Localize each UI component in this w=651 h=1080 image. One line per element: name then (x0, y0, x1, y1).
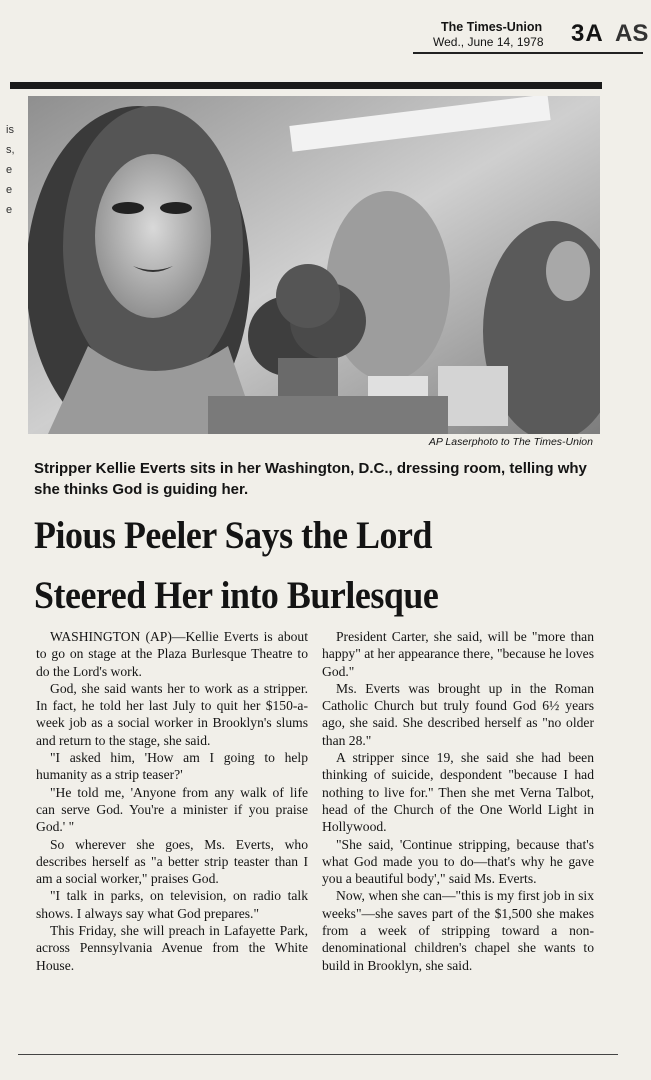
photo-illustration (28, 96, 600, 434)
publication-date: Wed., June 14, 1978 (433, 35, 544, 49)
article-paragraph: Ms. Everts was brought up in the Roman Catholic Church but truly found God 6½ years ago, she said. She described herself as "no older than 28." (322, 680, 594, 748)
article-paragraph: So wherever she goes, Ms. Everts, who describes herself as "a better strip teaster than I am a social worker," praises God. (36, 836, 308, 887)
edge-fragment: s, (6, 144, 15, 156)
article-column-left (36, 628, 308, 974)
left-edge-fragments (6, 120, 18, 220)
edge-fragment: e (6, 204, 13, 216)
masthead-rule (413, 52, 643, 54)
headline-line-2: Steered Her into Burlesque (34, 574, 439, 617)
article-paragraph: President Carter, she said, will be "more than happy" at her appearance there, "because he loves God." (322, 629, 594, 679)
news-photo (28, 96, 600, 434)
top-rule (10, 82, 602, 89)
article-paragraph: "He told me, 'Anyone from any walk of life can serve God. You're a minister if you praise God.' " (36, 784, 308, 835)
photo-caption: Stripper Kellie Everts sits in her Washington, D.C., dressing room, telling why she thinks God is guiding her. (34, 460, 587, 498)
edge-fragment: e (6, 164, 13, 176)
photo-credit: AP Laserphoto to The Times-Union (428, 436, 593, 448)
article-paragraph: A stripper since 19, she said she had been thinking of suicide, despondent "because I had nothing to live for." Then she met Verna Talbot, head of the Church of the One World Light in Hollywood. (322, 750, 594, 835)
article-paragraph: This Friday, she will preach in Lafayette Park, across Pennsylvania Avenue from the White House. (36, 923, 308, 973)
article-paragraph: "I asked him, 'How am I going to help humanity as a strip teaser?' (36, 750, 308, 783)
article-column-right (322, 628, 594, 974)
article-paragraph: God, she said wants her to work as a stripper. In fact, he told her last July to quit her $150-a-week job as a social worker in Brooklyn's slums and return to the stage, she said. (36, 680, 308, 748)
page-number: 3A (571, 20, 604, 47)
article-paragraph: Now, when she can—"this is my first job in six weeks"—she saves part of the $1,500 she makes from a week of stripping toward a non-denominational children's chapel she wants to build in Brooklyn, she said. (322, 888, 594, 973)
headline (34, 506, 558, 626)
section-mark: AS (615, 20, 649, 47)
headline-line-1: Pious Peeler Says the Lord (34, 514, 432, 557)
article-paragraph: "I talk in parks, on television, on radio talk shows. I always say what God prepares." (36, 888, 308, 921)
masthead (413, 18, 649, 58)
bottom-rule (18, 1054, 618, 1055)
edge-fragment: is (6, 124, 14, 136)
edge-fragment: e (6, 184, 13, 196)
article-paragraph: "She said, 'Continue stripping, because that's what God made you to do—that's why he gave you a beautiful body'," said Ms. Everts. (322, 836, 594, 887)
newspaper-name: The Times-Union (441, 20, 543, 34)
article-paragraph: WASHINGTON (AP)—Kellie Everts is about to go on stage at the Plaza Burlesque Theatre to do the Lord's work. (36, 629, 308, 679)
